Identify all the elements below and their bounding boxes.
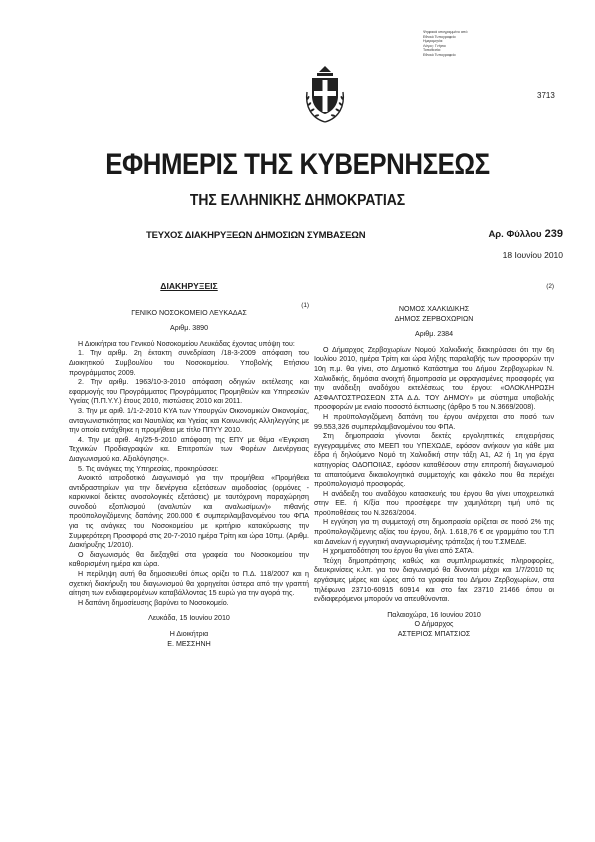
notice-prefecture: ΝΟΜΟΣ ΧΑΛΚΙΔΙΚΗΣ [398,305,470,313]
signer-name: ΑΣΤΕΡΙΟΣ ΜΠΑΤΣΙΟΣ [397,630,471,638]
notice-paragraph: Ο Δήμαρχος Ζερβοχωρίων Νομού Χαλκιδικής διακηρύσσει ότι την 6η Ιουλίου 2010, ημέρα Τρίτη και ώρα λήξης παραλαβής των προσφορών την 10η π.μ. θα γίνει, στο Δημοτικό Κατάστημα του Δήμου Ζερβοχωρίων Ν. Χαλκιδικής, δημόσια ανοιχτή δημοπρασία με σφραγισμένες προσφορές για την ανάδειξη αναδόχου εκτελέσεως του έργου: «ΟΛΟΚΛΗΡΩΣΗ ΑΣΦΑΛΤΟΣΤΡΩΣΕΩΝ ΣΤΑ Δ.Δ. ΤΟΥ ΔΗΜΟΥ» με σύστημα υποβολής προσφορών με ενιαίο ποσοστό έκπτωσης (άρθρο 5 του Ν.3669/2008). [314,345,554,412]
notice-paragraph: Η εγγύηση για τη συμμετοχή στη δημοπρασία ορίζεται σε ποσό 2% της προϋπολογιζόμενης αξίας του έργου, δηλ. 1.618,76 € σε γραμμάτιο του Τ.Π και Δανείων ή εγγυητική αναγνωρισμένης τράπεζας ή του Τ.ΣΜΕΔΕ. [314,518,554,546]
notice-paragraph: Στη δημοπρασία γίνονται δεκτές εργοληπτικές επιχειρήσεις εγγεγραμμένες στο ΜΕΕΠ του ΥΠΕΧΩΔΕ, εφόσον ανήκουν για κάθε μια έδρα ή δηλούμενο Νομό τη Χαλκιδική στην τάξη Α1, Α2 ή 1η για έργα κατηγορίας ΟΔΟΠΟΙΙΑΣ, εφόσον καταθέσουν στην επιτροπή διαγωνισμού τα απαιτούμενα δικαιολογητικά συμμετοχής και φάκελο που θα περιέχει προϋπολογισμό προσφοράς. [314,432,554,489]
signer-title: Ο Δήμαρχος [414,620,454,629]
sheet-label: Αρ. Φύλλου [488,229,542,240]
notice-paragraph: 1. Την αριθμ. 2η έκτακτη συνεδρίαση /18-3-2009 απόφαση του Διοικητικού Συμβουλίου του Νοσοκομείου. Υποβολής Ετήσιου προγράμματος 2009. [69,349,309,377]
notice-municipality: ΔΗΜΟΣ ΖΕΡΒΟΧΩΡΙΩΝ [394,314,474,323]
notice-paragraph: Η χρηματοδότηση του έργου θα γίνει από ΣΑΤΑ. [323,547,474,556]
issue-date: 18 Ιουνίου 2010 [502,250,563,260]
notice-paragraph: Η δαπάνη δημοσίευσης βαρύνει το Νοσοκομείο. [78,598,229,607]
notice-paragraph: 2. Την αριθμ. 1963/10-3-2010 απόφαση οδηγιών εκτέλεσης και εφαρμογής του Προγράμματος Προγράμματος Προμηθειών και Υπηρεσιών Υγείας (Π.Π.Υ.Υ.) έτους 2010, πιστώσεις 2010 και 2011. [69,378,309,406]
signer-title: Η Διοικήτρια [169,630,209,638]
issue-series: ΤΕΥΧΟΣ ΔΙΑΚΗΡΥΞΕΩΝ ΔΗΜΟΣΙΩΝ ΣΥΜΒΑΣΕΩΝ [146,230,366,241]
page-number: 3713 [537,91,555,100]
stamp-line: Ψηφιακά υπογραμμένο από [423,30,468,34]
notice-number: (1) [301,301,309,309]
notice-paragraph: Τεύχη δημοπράτησης καθώς και συμπληρωματικές πληροφορίες, διευκρινίσεις κ.λπ. για τον διαγωνισμό θα δίνονται μέχρι και 1/7/2010 τις εργάσιμες μέρες και ώρες από τα γραφεία του Δήμου Ζερβοχωρίων, στα τηλέφωνα 23710-60915 60914 και στο fax 23710 21466 όπου οι ενδιαφερόμενοι μπορούν να απευθύνονται. [314,556,554,604]
notice-paragraph: Η προϋπολογιζόμενη δαπάνη του έργου ανέρχεται στο ποσό των 99.553,326 συμπεριλαμβανομένου του ΦΠΑ. [314,412,554,431]
gazette-title: ΕΦΗΜΕΡΙΣ ΤΗΣ ΚΥΒΕΡΝΗΣΕΩΣ [105,148,490,181]
notice-paragraph: Η Διοικήτρια του Γενικού Νοσοκομείου Λευκάδας έχοντας υπόψη του: [78,339,295,348]
sheet-number: 239 [544,228,563,240]
issue-sheet-number [488,228,563,240]
notice-paragraph: 5. Τις ανάγκες της Υπηρεσίας, προκηρύσσει: [78,464,219,473]
notice-reference: Αριθμ. 2384 [414,330,454,339]
stamp-line: Τοποθεσία: [423,48,441,53]
stamp-line: Ημερομηνία: [423,39,444,44]
column-left [69,282,309,649]
notice-paragraph: Ανοικτό ιατροδοτικό Διαγωνισμό για την προμήθεια «Προμήθεια αντιδραστηρίων για την διενέργεια εξετάσεων αιμοδοσίας (ορμόνες - καρκινικοί δείκτες ανοσολογικές εξετάσεις) με ταυτόχρονη παραχώρηση συνοδού εξοπλισμού (αναλυτών και αναλωσίμων)» πιθανής προϋπολογιζόμενης δαπάνης 200.000 € συμπεριλαμβανομένου του ΦΠΑ για τις ανάγκες του Νοσοκομείου με κριτήριο κατακύρωσης την Συμφερότερη Προσφορά στις 20-7-2010 ημέρα Τρίτη και ώρα 10πμ. (Αριθμ. Διακήρυξης 1/2010). [69,474,309,550]
notice-paragraph: Η περίληψη αυτή θα δημοσιευθεί όπως ορίζει το Π.Δ. 118/2007 και η σχετική διακήρυξη του διαγωνισμού θα χορηγείται ύστερα από την γραπτή αίτηση των ενδιαφερομένων καταβάλλοντας 15 ευρώ για την αγορά της. [69,570,309,598]
coat-of-arms-icon [303,64,347,124]
signer-name: Ε. ΜΕΣΣΗΝΗ [167,639,211,648]
gazette-subtitle: ΤΗΣ ΕΛΛΗΝΙΚΗΣ ΔΗΜΟΚΡΑΤΙΑΣ [189,192,406,209]
notice-number: (2) [546,283,554,290]
notice-paragraph: 3. Την με αριθ. 1/1-2-2010 ΚΥΑ των Υπουργών Οικονομικών Οικονομίας, ανταγωνιστικότητας και Ναυτιλίας και Υγείας και Κοινωνικής Αλληλεγγύης με την οποία εντάχθηκε η προμήθεια με τίτλο ΠΠΥΥ 2010. [69,406,309,435]
notice-reference: Αριθμ. 3890 [169,324,209,333]
section-title: ΔΙΑΚΗΡΥΞΕΙΣ [160,281,218,291]
place-date: Παλαιοχώρα, 16 Ιουνίου 2010 [387,610,481,619]
stamp-line: Εθνικό Τυπογραφείο [423,34,456,39]
stamp-line: Εθνικό Τυπογραφείο [423,52,456,57]
notice-paragraph: 4. Την με αριθ. 4η/25-5-2010 απόφαση της ΕΠΥ με θέμα «Έγκριση Τεχνικών Προδιαγραφών κα. Επιτροπών των Φορέων Διενέργειας Διαγωνισμού κα. Αξιολόγησης». [69,435,309,463]
notice-organization: ΓΕΝΙΚΟ ΝΟΣΟΚΟΜΕΙΟ ΛΕΥΚΑΔΑΣ [131,308,247,317]
stamp-line: Λόγος: Γνήσιο [423,43,446,48]
digital-signature-stamp [423,30,485,58]
column-right [314,282,554,640]
place-date: Λευκάδα, 15 Ιουνίου 2010 [148,614,230,623]
notice-paragraph: Ο διαγωνισμός θα διεξαχθεί στα γραφεία του Νοσοκομείου την καθορισμένη ημέρα και ώρα. [69,550,309,569]
notice-paragraph: Η ανάδειξη του αναδόχου κατασκευής του έργου θα γίνει υποχρεωτικά στην ΕΕ. ή Κ/ξία που προσέφερε την χαμηλότερη τιμή υπό τις προϋποθέσεις του Ν.3263/2004. [314,489,554,517]
